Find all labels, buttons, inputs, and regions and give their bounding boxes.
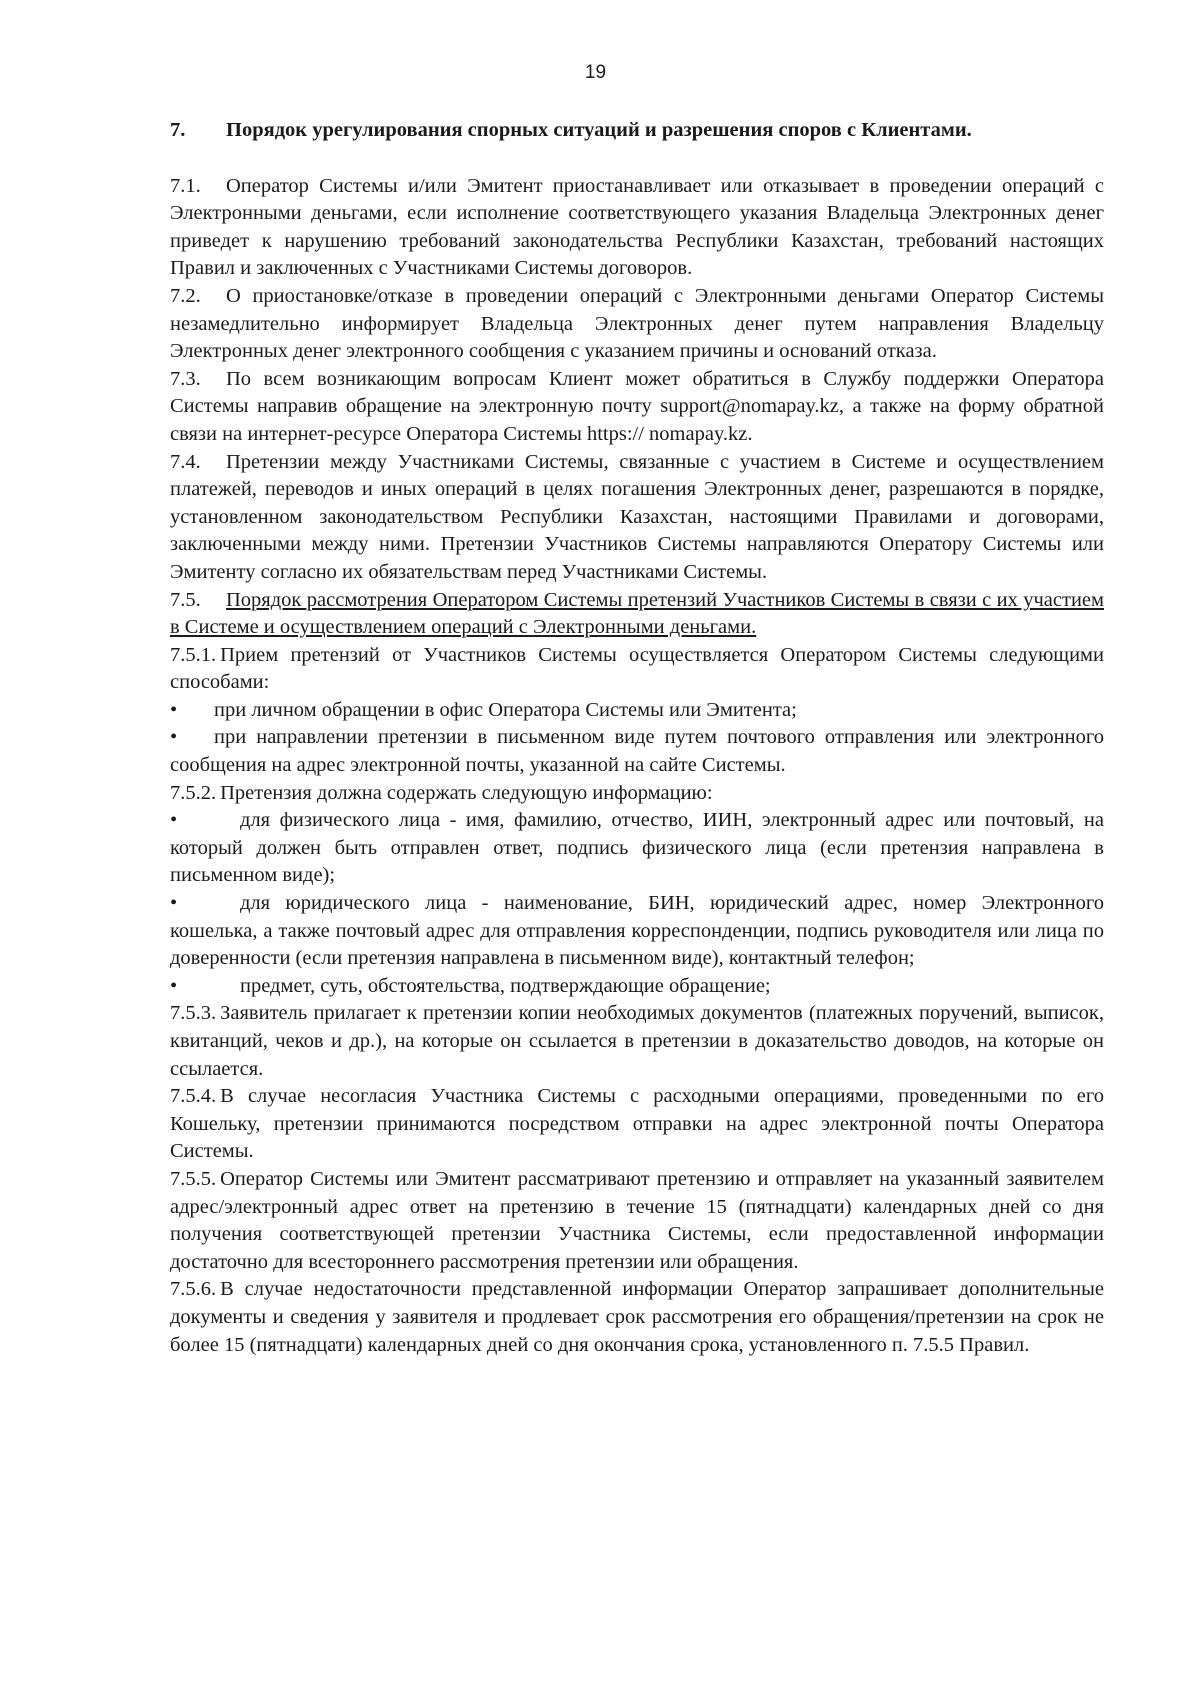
section-number: 7. (170, 119, 186, 141)
clause-text: По всем возникающим вопросам Клиент может обратиться в Службу поддержки Оператора Системы направив обращение на электронную почту support@nomapay.kz, а также на форму обратной связи на интернет-ресурсе Оператора Системы https:// nomapay.kz. (170, 367, 1104, 445)
clause-7-5-3 (170, 1000, 1104, 1083)
list-item-text: для физического лица - имя, фамилию, отчество, ИИН, электронный адрес или почтовый, на который должен быть отправлен ответ, подпись физического лица (если претензия направлена в письменном виде); (170, 809, 1104, 887)
page-number: 19 (584, 62, 607, 83)
list-item-text: предмет, суть, обстоятельства, подтверждающие обращение; (240, 974, 771, 997)
clause-text: В случае недостаточности представленной информации Оператор запрашивает дополнительные документы и сведения у заявителя и продлевает срок рассмотрения его обращения/претензии на срок не более 15 (пятнадцати) календарных дней со дня окончания срока, установленного п. 7.5.5 Правил. (170, 1278, 1104, 1356)
clause-number: 7.5.5. (170, 1167, 217, 1190)
clause-7-5 (170, 587, 1104, 642)
bullet-icon: • (170, 809, 178, 832)
list-item-text: при личном обращении в офис Оператора Системы или Эмитента; (214, 698, 797, 721)
clause-number: 7.1. (170, 174, 201, 197)
clause-number: 7.4. (170, 450, 201, 473)
clause-number: 7.5.6. (170, 1278, 217, 1301)
clause-number: 7.5. (170, 588, 201, 611)
bullet-icon: • (170, 698, 178, 721)
clause-7-5-1 (170, 642, 1104, 697)
clause-text: Оператор Системы и/или Эмитент приостанавливает или отказывает в проведении операций с Электронными деньгами, если исполнение соответствующего указания Владельца Электронных денег приведет к нарушению требований законодательства Республики Казахстан, требований настоящих Правил и заключенных с Участниками Системы договоров. (170, 174, 1104, 280)
clause-text: Прием претензий от Участников Системы осуществляется Оператором Системы следующими способами: (170, 643, 1104, 694)
section-title: Порядок урегулирования спорных ситуаций и разрешения споров с Клиентами. (226, 119, 972, 141)
clause-number: 7.2. (170, 284, 201, 307)
list-item (170, 890, 1104, 973)
list-item-text: для юридического лица - наименование, БИН, юридический адрес, номер Электронного кошелька, а также почтовый адрес для отправления корреспонденции, подпись руководителя или лица по доверенности (если претензия направлена в письменном виде), контактный телефон; (170, 892, 1104, 970)
list-item (170, 807, 1104, 890)
clause-text-underlined: Порядок рассмотрения Оператором Системы претензий Участников Системы в связи с их участием в Системе и осуществлением операций с Электронными деньгами. (170, 588, 1104, 639)
clause-7-5-2 (170, 780, 1104, 808)
clause-7-4 (170, 449, 1104, 587)
clause-7-3 (170, 366, 1104, 449)
clause-7-5-5 (170, 1166, 1104, 1276)
clause-text: Претензия должна содержать следующую информацию: (220, 781, 713, 804)
clause-text: Заявитель прилагает к претензии копии необходимых документов (платежных поручений, выписок, квитанций, чеков и др.), на которые он ссылается в претензии в доказательство доводов, на которые он ссылается. (170, 1002, 1104, 1080)
list-item (170, 973, 1104, 1001)
clause-7-1 (170, 173, 1104, 283)
section-heading (170, 117, 1104, 145)
clause-7-5-6 (170, 1276, 1104, 1359)
clause-number: 7.3. (170, 367, 201, 390)
document-body (170, 117, 1104, 1359)
clause-text: О приостановке/отказе в проведении операций с Электронными деньгами Оператор Системы незамедлительно информирует Владельца Электронных денег путем направления Владельцу Электронных денег электронного сообщения с указанием причины и оснований отказа. (170, 284, 1104, 363)
list-item (170, 697, 1104, 725)
clause-7-2 (170, 283, 1104, 366)
list-item-text: при направлении претензии в письменном виде путем почтового отправления или электронного сообщения на адрес электронной почты, указанной на сайте Системы. (170, 726, 1104, 777)
clause-number: 7.5.2. (170, 781, 217, 804)
list-item (170, 724, 1104, 779)
bullet-icon: • (170, 974, 178, 997)
clause-7-5-4 (170, 1083, 1104, 1166)
clause-number: 7.5.4. (170, 1085, 217, 1108)
clause-number: 7.5.1. (170, 643, 217, 666)
clause-text: В случае несогласия Участника Системы с расходными операциями, проведенными по его Кошельку, претензии принимаются посредством отправки на адрес электронной почты Оператора Системы. (170, 1085, 1104, 1163)
clause-text: Претензии между Участниками Системы, связанные с участием в Системе и осуществлением платежей, переводов и иных операций в целях погашения Электронных денег, разрешаются в порядке, установленном законодательством Республики Казахстан, настоящими Правилами и договорами, заключенными между ними. Претензии Участников Системы направляются Оператору Системы или Эмитенту согласно их обязательствам перед Участниками Системы. (170, 450, 1104, 583)
clause-text: Оператор Системы или Эмитент рассматривают претензию и отправляет на указанный заявителем адрес/электронный адрес ответ на претензию в течение 15 (пятнадцати) календарных дней со дня получения соответствующей претензии Участника Системы, если предоставленной информации достаточно для всестороннего рассмотрения претензии или обращения. (170, 1167, 1104, 1273)
bullet-icon: • (170, 892, 178, 915)
bullet-icon: • (170, 726, 178, 749)
clause-number: 7.5.3. (170, 1002, 217, 1025)
